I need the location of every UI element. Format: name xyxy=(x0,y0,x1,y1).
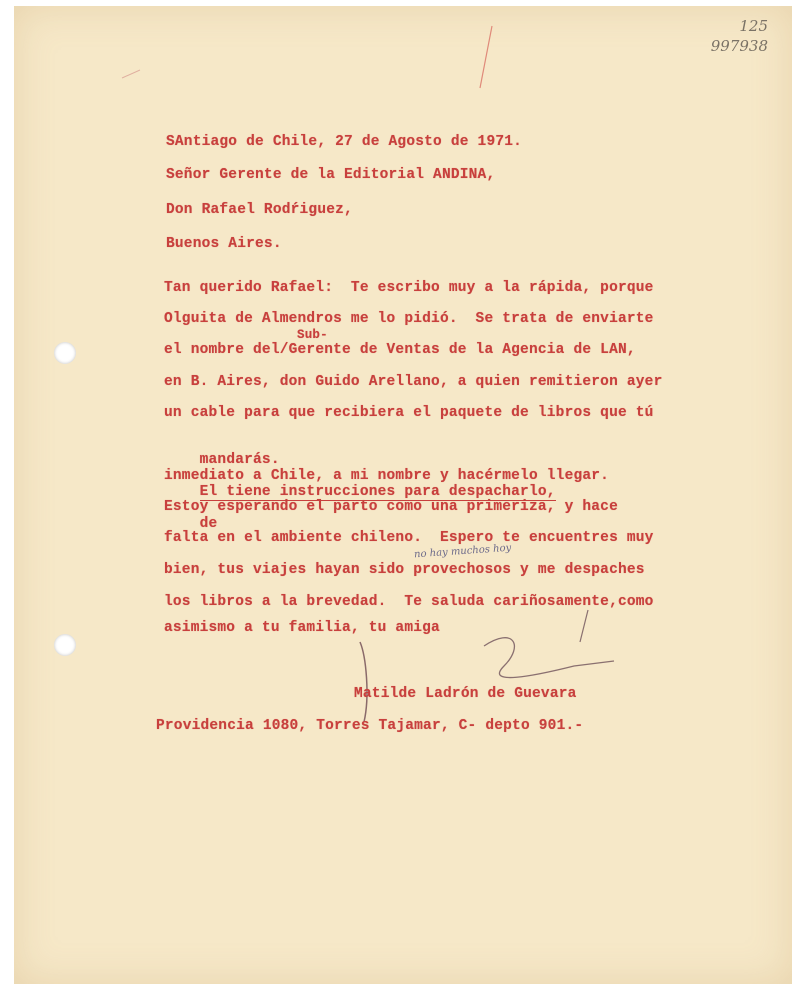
body-line-11: los libros a la brevedad. Te saluda cariñosamente,como xyxy=(164,594,654,610)
signature-flourish xyxy=(484,638,614,678)
body-line-10: bien, tus viajes hayan sido provechosos y me despaches xyxy=(164,562,645,578)
body-line-12: asimismo a tu familia, tu amiga xyxy=(164,620,440,636)
body-line-9: falta en el ambiente chileno. Espero te encuentres muy xyxy=(164,530,654,546)
recipient-line-2: Don Rafael Rodŕiguez, xyxy=(166,202,353,218)
handwritten-note: no hay muchos hoy xyxy=(413,542,512,561)
recipient-line-3: Buenos Aires. xyxy=(166,236,282,252)
signature-name: Matilde Ladrón de Guevara xyxy=(354,686,577,702)
body-line-3: el nombre del/Gerente de Ventas de la Agencia de LAN, xyxy=(164,342,636,358)
catalog-number: 997938 xyxy=(710,37,768,55)
body-line-1: Tan querido Rafael: Te escribo muy a la rápida, porque xyxy=(164,280,654,296)
signature-stroke xyxy=(360,642,367,722)
body-line-6-start: mandarás. xyxy=(199,452,280,468)
sender-address: Providencia 1080, Torres Tajamar, C- depto 901.- xyxy=(156,718,584,734)
letter-date: SAntiago de Chile, 27 de Agosto de 1971. xyxy=(166,134,523,150)
recipient-line-1: Señor Gerente de la Editorial ANDINA, xyxy=(166,167,496,183)
body-line-8: Estoy esperando el parto como una primeriza, y hace xyxy=(164,499,618,515)
pencil-stroke-top xyxy=(480,26,492,88)
signature-tick xyxy=(580,610,588,642)
letter-page xyxy=(14,6,792,984)
body-line-4: en B. Aires, don Guido Arellano, a quien remitieron ayer xyxy=(164,374,663,390)
underlined-instruction: El tiene instrucciones para despacharlo, xyxy=(199,484,556,500)
insertion-sub: Sub- xyxy=(297,328,328,342)
pencil-stroke-left xyxy=(122,70,140,78)
body-line-2: Olguita de Almendros me lo pidió. Se trata de enviarte xyxy=(164,311,654,327)
body-line-6-end: de xyxy=(199,516,218,532)
body-line-7: inmediato a Chile, a mi nombre y hacérmelo llegar. xyxy=(164,468,610,484)
catalog-top-number: 125 xyxy=(739,17,768,35)
body-line-5: un cable para que recibiera el paquete de libros que tú xyxy=(164,405,654,421)
